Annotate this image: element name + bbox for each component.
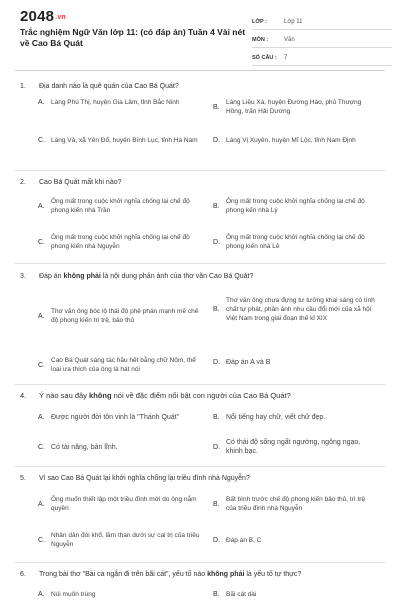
question-text: 2. Cao Bá Quát mất khi nào? bbox=[20, 179, 122, 186]
question-divider bbox=[15, 384, 385, 385]
question-5-option-b[interactable]: B. Bất bình trước chế độ phong kiến bảo thủ, trì trệ của triều đình nhà Nguyễn bbox=[213, 496, 366, 512]
question-text: 5. Vì sao Cao Bá Quát lại khởi nghĩa chống lại triều đình nhà Nguyễn? bbox=[20, 475, 250, 482]
question-6-option-b[interactable]: B. Bãi cát dài bbox=[213, 591, 257, 598]
question-5-option-a[interactable]: A. Ông muốn thiết lập một triều đình mới do ông nắm quyền bbox=[38, 496, 197, 512]
question-text: 3. Đáp án không phải là nội dung phản ánh của thơ văn Cao Bá Quát? bbox=[20, 273, 254, 280]
question-5 bbox=[20, 474, 390, 484]
question-1-option-b[interactable]: B. Làng Liêu Xá, huyện Đường Hào, phủ Thượng Hồng, trấn Hải Dương bbox=[213, 99, 362, 115]
question-3 bbox=[20, 272, 390, 282]
question-1 bbox=[20, 82, 390, 92]
question-divider bbox=[15, 466, 385, 467]
question-2 bbox=[20, 178, 390, 188]
question-5-option-d[interactable]: D. Đáp án B, C bbox=[213, 537, 262, 544]
question-text: 1. Địa danh nào là quê quán của Cao Bá Quát? bbox=[20, 83, 179, 90]
question-5-option-c[interactable]: C. Nhân dân đói khổ, lầm than dưới sự cai trị của triều Nguyễn bbox=[38, 532, 200, 548]
question-text: 4. Ý nào sau đây không nói về đặc điểm nổi bật con người của Cao Bá Quát? bbox=[20, 391, 291, 400]
question-1-option-d[interactable]: D. Làng Vị Xuyên, huyện Mĩ Lộc, tỉnh Nam Định bbox=[213, 137, 356, 144]
question-1-option-c[interactable]: C. Làng Vả, xã Yên Đổ, huyện Bình Lục, tỉnh Hà Nam bbox=[38, 137, 198, 144]
question-4-option-d[interactable]: D. Có thái độ sống ngất ngưởng, ngông ngạo, khinh bạc. bbox=[213, 439, 361, 455]
question-4-option-a[interactable]: A. Được người đời tôn vinh là "Thánh Quát" bbox=[38, 414, 180, 421]
question-2-option-c[interactable]: C. Ông mất trong cuộc khởi nghĩa chống lại chế độ phong kiến nhà Nguyễn bbox=[38, 234, 190, 250]
question-3-option-b[interactable]: B. Thơ văn ông chưa đựng tư tưởng khai sáng có tính chất tự phát, phản ánh nhu cầu đổi mới của xã hội Việt Nam trong giai đoạn thế kỉ XIX bbox=[213, 297, 375, 322]
question-divider bbox=[15, 263, 385, 264]
question-text: 6. Trong bài thơ "Bài ca ngắn đi trên bãi cát", yếu tố nào không phải là yếu tố tự thực? bbox=[20, 571, 302, 578]
meta-subject-row: MÔN : Văn bbox=[252, 33, 392, 48]
question-3-option-a[interactable]: A. Thơ văn ông bóc lộ thái độ phê phán mạnh mẽ chế độ phong kiến trì trệ, bảo thủ bbox=[38, 308, 199, 324]
meta-class-row: LỚP : Lớp 11 bbox=[252, 15, 392, 30]
question-3-option-d[interactable]: D. Đáp án A và B bbox=[213, 359, 271, 366]
header-divider bbox=[15, 70, 385, 71]
question-4 bbox=[20, 391, 390, 401]
question-1-option-a[interactable]: A. Làng Phú Thị, huyện Gia Lâm, tỉnh Bắc Ninh bbox=[38, 99, 180, 106]
meta-count-row: SỐ CÂU : 7 bbox=[252, 51, 392, 66]
question-6-option-a[interactable]: A. Núi muôn trùng bbox=[38, 591, 96, 598]
page-header bbox=[0, 0, 400, 70]
question-divider bbox=[15, 562, 385, 563]
page-title: Trắc nghiệm Ngữ Văn lớp 11: (có đáp án) Tuần 4 Vài nét về Cao Bá Quát bbox=[20, 27, 246, 48]
question-2-option-a[interactable]: A. Ông mất trong cuộc khởi nghĩa chống lại chế độ phong kiến nhà Trần bbox=[38, 198, 190, 214]
question-4-option-c[interactable]: C. Có tài năng, bản lĩnh. bbox=[38, 444, 118, 451]
question-4-option-b[interactable]: B. Nổi tiếng hay chữ, viết chữ đẹp. bbox=[213, 414, 326, 421]
meta-info bbox=[252, 15, 392, 69]
question-2-option-b[interactable]: B. Ông mất trong cuộc khởi nghĩa chống lại chế độ phong kến nhà Lý bbox=[213, 198, 365, 214]
question-6 bbox=[20, 570, 390, 580]
question-divider bbox=[15, 170, 385, 171]
question-3-option-c[interactable]: C. Cao Bá Quát sáng tác hầu hết bằng chữ Nôm, thể loại ưa thích của ông là hát nói bbox=[38, 357, 196, 373]
site-logo[interactable]: 2048.vn bbox=[20, 8, 66, 25]
question-2-option-d[interactable]: D. Ông mất trong cuộc khởi nghĩa chống lại chế độ phong kiến nhà Lê bbox=[213, 234, 365, 250]
